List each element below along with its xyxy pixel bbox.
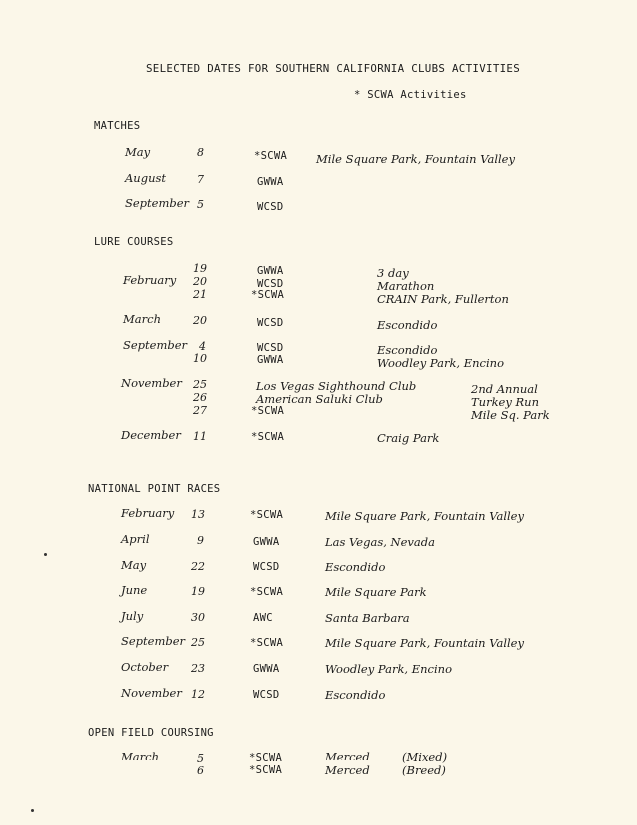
note: (Mixed) [402, 750, 448, 764]
month: July [121, 609, 144, 623]
day: 21 [193, 288, 207, 301]
location: Merced [325, 752, 370, 760]
section-heading-open-field-coursing: OPEN FIELD COURSING [88, 727, 214, 739]
day: 4 [199, 340, 206, 353]
club: GWWA [253, 536, 280, 548]
day: 9 [197, 534, 204, 547]
club: *SCWA [251, 289, 285, 301]
legend-note: * SCWA Activities [354, 89, 467, 101]
month: March [123, 312, 161, 326]
month: December [121, 428, 181, 442]
club: *SCWA [254, 150, 288, 162]
note: 2nd Annual [471, 382, 538, 396]
location: Las Vegas, Nevada [325, 535, 435, 549]
day: 19 [193, 262, 207, 275]
club: AWC [253, 612, 273, 624]
month: April [121, 532, 150, 546]
day: 20 [193, 314, 207, 327]
location: Merced [325, 763, 370, 777]
club: WCSD [253, 689, 280, 701]
note: Turkey Run [471, 395, 539, 409]
location: Mile Square Park, Fountain Valley [316, 152, 515, 166]
day: 22 [191, 560, 205, 573]
club: GWWA [257, 354, 284, 366]
location: Escondido [325, 688, 386, 702]
club: GWWA [253, 663, 280, 675]
club: American Saluki Club [256, 392, 383, 406]
day: 23 [191, 662, 205, 675]
club: WCSD [253, 561, 280, 573]
section-heading-national-point-races: NATIONAL POINT RACES [88, 483, 221, 495]
month: November [121, 686, 182, 700]
month: August [125, 171, 167, 185]
location: Santa Barbara [325, 611, 410, 625]
month: February [121, 506, 175, 520]
scan-speck [44, 553, 47, 556]
month: May [121, 558, 147, 572]
day: 12 [191, 688, 205, 701]
note: CRAIN Park, Fullerton [377, 292, 509, 306]
note: Marathon [377, 279, 435, 293]
note: (Breed) [402, 763, 446, 777]
day: 11 [193, 430, 207, 443]
club: *SCWA [250, 586, 284, 598]
month: September [121, 634, 186, 648]
month: October [121, 660, 169, 674]
day: 5 [197, 752, 204, 765]
day: 25 [193, 378, 207, 391]
club: Los Vegas Sighthound Club [256, 379, 417, 393]
club: *SCWA [249, 764, 283, 776]
section-heading-lure-courses: LURE COURSES [94, 236, 174, 248]
club: *SCWA [249, 752, 283, 764]
day: 5 [197, 198, 204, 211]
club: WCSD [257, 201, 284, 213]
day: 20 [193, 275, 207, 288]
club: *SCWA [251, 431, 285, 443]
club: GWWA [257, 265, 284, 277]
day: 19 [191, 585, 205, 598]
day: 7 [197, 173, 204, 186]
club: *SCWA [250, 509, 284, 521]
day: 13 [191, 508, 205, 521]
location: Escondido [325, 560, 386, 574]
month: June [121, 583, 148, 597]
club: WCSD [257, 317, 284, 329]
day: 8 [197, 146, 204, 159]
day: 25 [191, 636, 205, 649]
location: Woodley Park, Encino [325, 662, 452, 676]
month: September [125, 196, 190, 210]
club: *SCWA [251, 405, 285, 417]
club: GWWA [257, 176, 284, 188]
month: September [123, 338, 188, 352]
month: November [121, 376, 182, 390]
day: 6 [197, 764, 204, 777]
day: 26 [193, 391, 207, 404]
scan-speck [31, 809, 34, 812]
note: 3 day [377, 266, 409, 280]
month: March [121, 752, 159, 760]
location: Mile Square Park, Fountain Valley [325, 509, 524, 523]
location: Woodley Park, Encino [377, 356, 504, 370]
club: WCSD [257, 278, 284, 290]
day: 10 [193, 352, 207, 365]
note: Mile Sq. Park [471, 408, 550, 422]
location: Escondido [377, 318, 438, 332]
month: February [123, 273, 177, 287]
month: May [125, 145, 151, 159]
day: 27 [193, 404, 207, 417]
section-heading-matches: MATCHES [94, 120, 141, 132]
day: 30 [191, 611, 205, 624]
document-title: SELECTED DATES FOR SOUTHERN CALIFORNIA CLUBS ACTIVITIES [146, 62, 521, 75]
location: Mile Square Park [325, 585, 427, 599]
club: WCSD [257, 342, 284, 354]
location: Escondido [377, 343, 438, 357]
club: *SCWA [250, 637, 284, 649]
location: Craig Park [377, 431, 440, 445]
location: Mile Square Park, Fountain Valley [325, 636, 524, 650]
